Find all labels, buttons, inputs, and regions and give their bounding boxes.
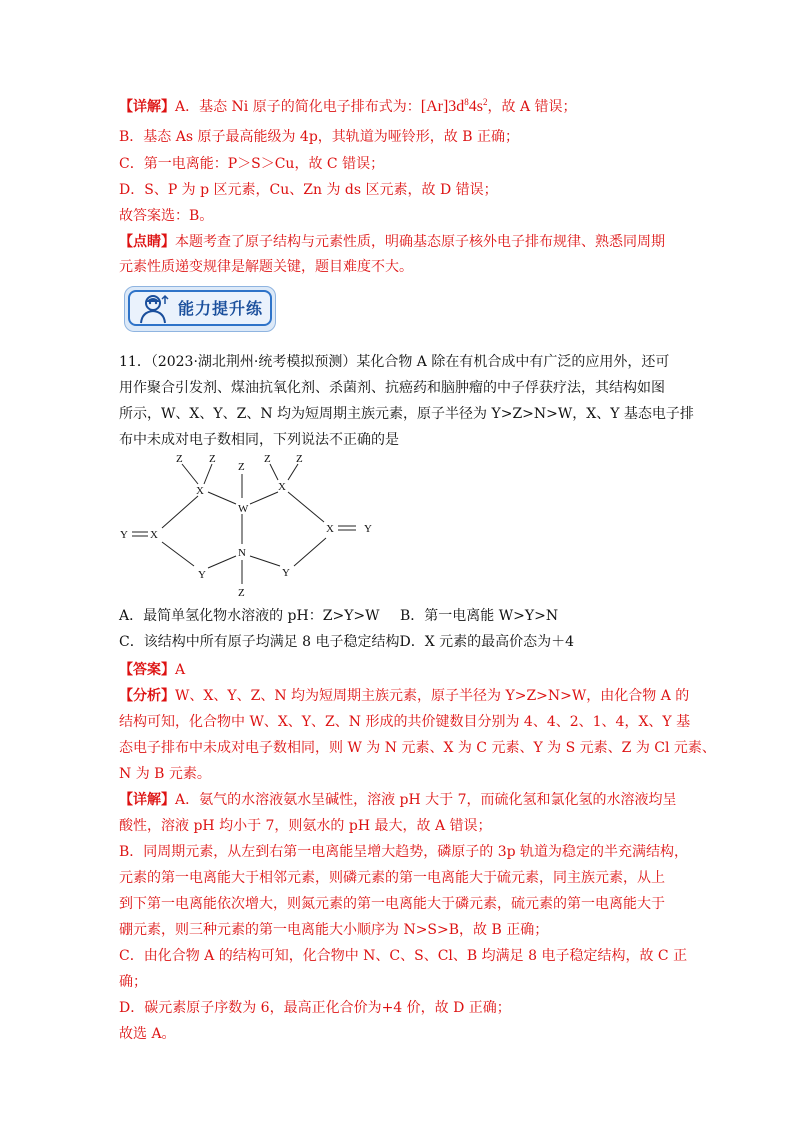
analysis-text-1: W、X、Y、Z、N 均为短周期主族元素，原子半径为 Y>Z>N>W，由化合物 A 的 (175, 688, 690, 704)
explain-line-8: 确； (119, 974, 147, 990)
explain-line-6: 硼元素，则三种元素的第一电离能大小顺序为 N>S>B，故 B 正确； (119, 922, 549, 938)
diagram-bonds (132, 464, 356, 584)
option-c: C．该结构中所有原子均满足 8 电子稳定结构 (119, 634, 400, 650)
atom-label: W (238, 503, 249, 515)
explain-line-9: D．碳元素原子序数为 6，最高正化合价为+4 价，故 D 正确； (119, 1000, 511, 1016)
atom-label: Z (209, 453, 216, 465)
explain-tag: 【详解】 (119, 792, 175, 808)
explain-line-2: 酸性，溶液 pH 均小于 7，则氨水的 pH 最大，故 A 错误； (119, 818, 492, 834)
option-b: B．第一电离能 W>Y>N (400, 608, 559, 624)
note-tag: 【点睛】 (119, 234, 175, 250)
detail-text-a-end: ，故 A 错误； (487, 99, 577, 115)
explain-line-5: 到下第一电离能依次增大，则氮元素的第一电离能大于磷元素，硫元素的第一电离能大于 (119, 896, 665, 912)
detail-text-a: A．基态 Ni 原子的简化电子排布式为： (175, 99, 421, 115)
atom-label: Z (296, 453, 303, 465)
explain-line-7: C．由化合物 A 的结构可知，化合物中 N、C、S、Cl、B 均满足 8 电子稳定结构，故 C 正 (119, 948, 688, 964)
answer-line (119, 660, 185, 680)
analysis-line-1 (119, 686, 689, 706)
atom-label: Z (176, 453, 183, 465)
atom-label: Y (364, 523, 372, 535)
question-line-3: 所示，W、X、Y、Z、N 均为短周期主族元素，原子半径为 Y>Z>N>W，X、Y 基态电子排 (119, 406, 694, 422)
atom-label: Z (238, 461, 245, 473)
question-line-1: 11．（2023·湖北荆州·统考模拟预测）某化合物 A 除在有机合成中有广泛的应用外，还可 (119, 354, 670, 370)
answer-tag: 【答案】 (119, 662, 175, 678)
scientist-icon (136, 292, 170, 324)
atom-label: N (238, 547, 246, 559)
analysis-tag: 【分析】 (119, 688, 175, 704)
analysis-line-4: N 为 B 元素。 (119, 766, 211, 782)
explain-line-1 (119, 790, 677, 810)
analysis-line-2: 结构可知，化合物中 W、X、Y、Z、N 形成的共价键数目分别为 4、4、2、1、4，X、Y 基 (119, 714, 691, 730)
question-line-4: 布中未成对电子数相同，下列说法不正确的是 (119, 432, 399, 448)
detail-line-5: 故答案选：B。 (119, 208, 214, 224)
atom-label: Z (238, 587, 245, 599)
analysis-line-3: 态电子排布中未成对电子数相同，则 W 为 N 元素、X 为 C 元素、Y 为 S 元素、Z 为 Cl 元素、 (119, 740, 716, 756)
option-d: D．X 元素的最高价态为＋4 (399, 634, 575, 650)
structure-diagram (108, 448, 398, 600)
explain-line-4: 元素的第一电离能大于相邻元素，则磷元素的第一电离能大于硫元素，同主族元素，从上 (119, 870, 665, 886)
atom-label: X (326, 523, 334, 535)
detail-line-3: C．第一电离能：P＞S＞Cu，故 C 错误； (119, 156, 385, 172)
atom-label: Y (120, 529, 128, 541)
option-a: A．最简单氢化物水溶液的 pH：Z>Y>W (119, 608, 380, 624)
explain-line-3: B．同周期元素，从左到右第一电离能呈增大趋势，磷原子的 3p 轨道为稳定的半充满结构， (119, 844, 689, 860)
note-line-1 (119, 232, 665, 252)
detail-tag: 【详解】 (119, 99, 175, 115)
diagram-atom-labels (120, 453, 372, 599)
answer-value: A (175, 662, 186, 678)
ni-config-formula: $[Ar]3d^84s^2$ (420, 97, 488, 115)
section-banner (124, 286, 276, 332)
atom-label: Y (282, 567, 290, 579)
explain-text-1: A．氨气的水溶液氨水呈碱性，溶液 pH 大于 7，而硫化氢和氯化氢的水溶液均呈 (175, 792, 677, 808)
question-line-2: 用作聚合引发剂、煤油抗氧化剂、杀菌剂、抗癌药和脑肿瘤的中子俘获疗法，其结构如图 (119, 380, 665, 396)
detail-line-4: D．S、P 为 p 区元素，Cu、Zn 为 ds 区元素，故 D 错误； (119, 182, 498, 198)
explain-line-10: 故选 A。 (119, 1026, 176, 1042)
detail-line-2: B．基态 As 原子最高能级为 4p，其轨道为哑铃形，故 B 正确； (119, 129, 519, 145)
atom-label: Y (198, 569, 206, 581)
note-line-2: 元素性质递变规律是解题关键，题目难度不大。 (119, 259, 413, 275)
atom-label: Z (264, 453, 271, 465)
detail-line-1 (119, 97, 577, 117)
atom-label: X (278, 481, 286, 493)
atom-label: X (196, 485, 204, 497)
option-cd (119, 632, 574, 652)
note-text-1: 本题考查了原子结构与元素性质，明确基态原子核外电子排布规律、熟悉同周期 (175, 234, 665, 250)
atom-label: X (150, 529, 158, 541)
banner-label: 能力提升练 (178, 299, 264, 318)
